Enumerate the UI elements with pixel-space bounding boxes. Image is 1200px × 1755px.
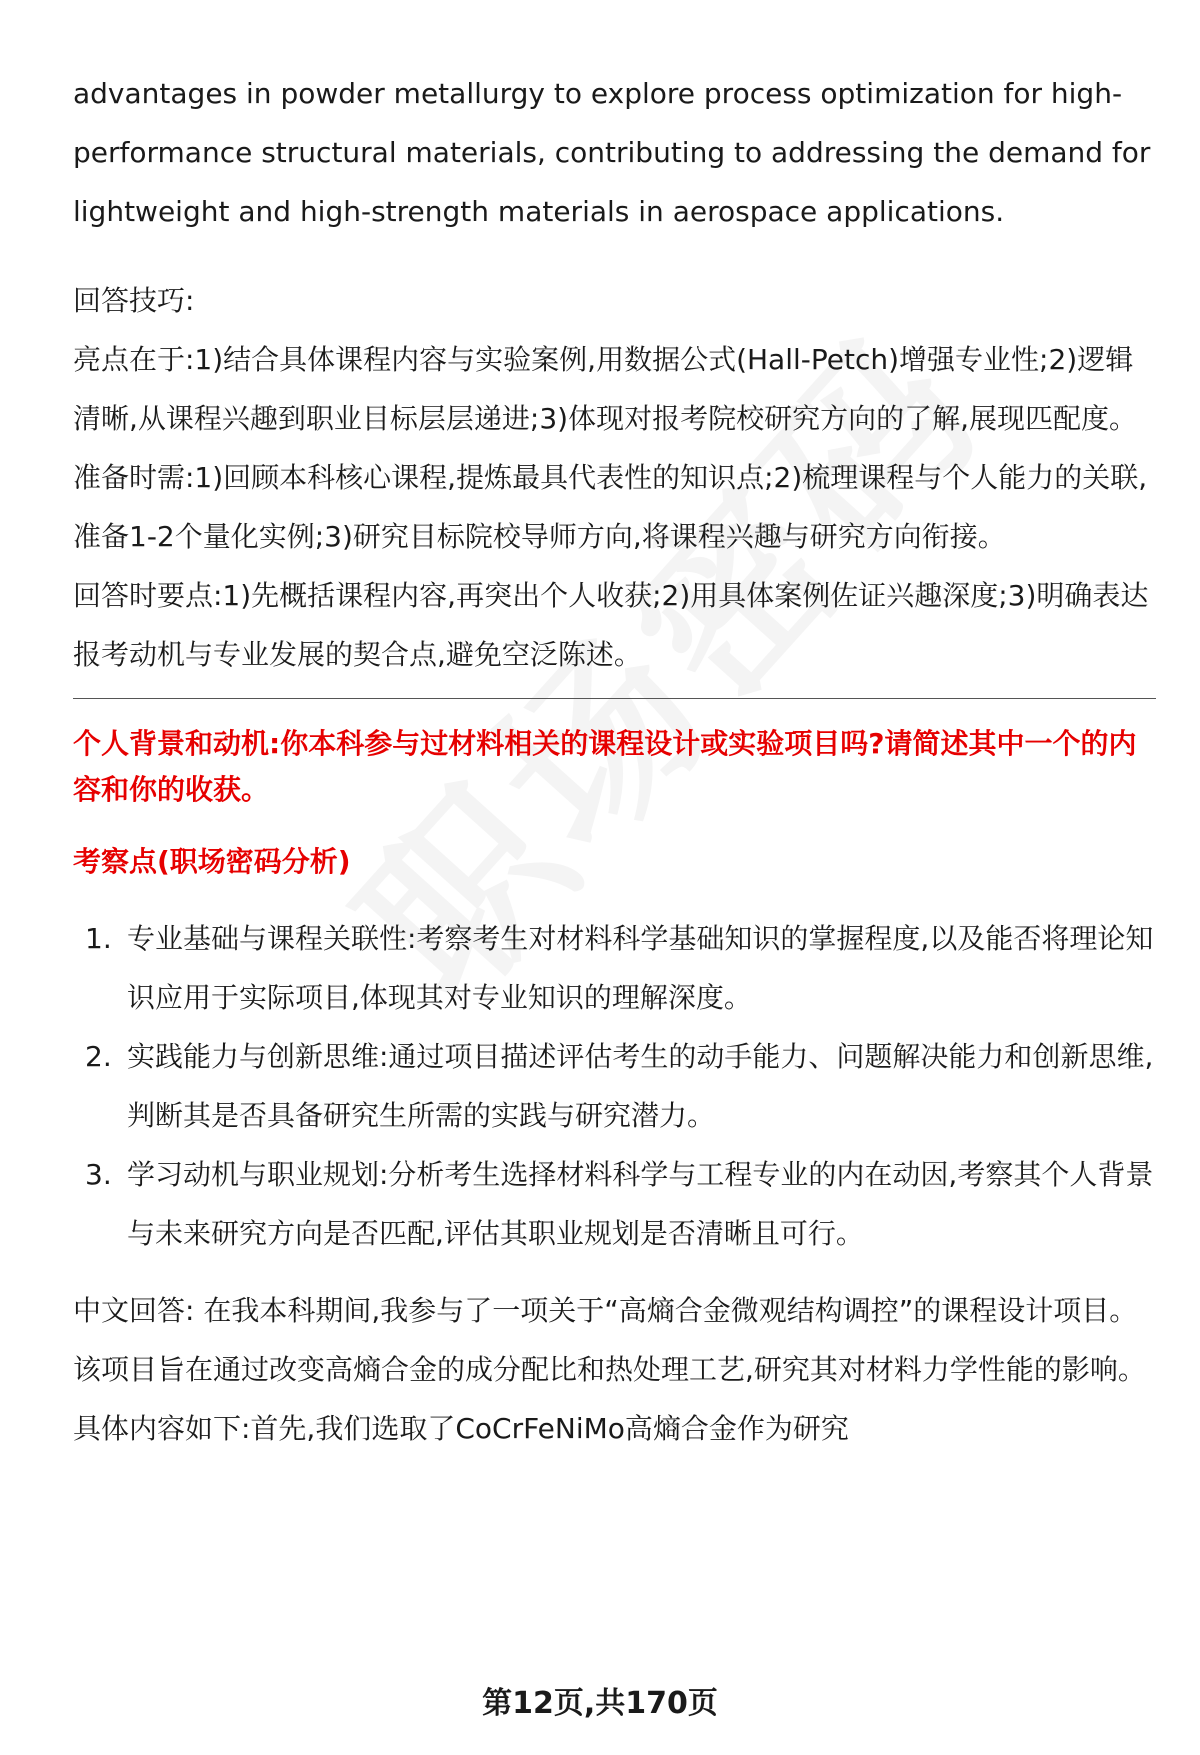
- chinese-answer-paragraph: 中文回答: 在我本科期间,我参与了一项关于“高熵合金微观结构调控”的课程设计项目。该项目旨在通过改变高熵合金的成分配比和热处理工艺,研究其对材料力学性能的影响。具体内容如下:首先,我们选取了CoCrFeNiMo高熵合金作为研究: [73, 1294, 1146, 1445]
- question-title: 个人背景和动机:你本科参与过材料相关的课程设计或实验项目吗?请简述其中一个的内容和你的收获。: [73, 727, 1137, 806]
- english-answer-paragraph: advantages in powder metallurgy to explore process optimization for high-performance structural materials, contributing to addressing the demand for lightweight and high-strength materials in aerospace applications.: [73, 77, 1151, 228]
- tips-prep: 准备时需:1)回顾本科核心课程,提炼最具代表性的知识点;2)梳理课程与个人能力的关联,准备1-2个量化实例;3)研究目标院校导师方向,将课程兴趣与研究方向衔接。: [73, 461, 1148, 553]
- exam-point-text: 学习动机与职业规划:分析考生选择材料科学与工程专业的内在动因,考察其个人背景与未来研究方向是否匹配,评估其职业规划是否清晰且可行。: [127, 1158, 1154, 1250]
- section-divider: [73, 698, 1156, 699]
- exam-point-item: [73, 909, 1158, 1027]
- tips-points: 回答时要点:1)先概括课程内容,再突出个人收获;2)用具体案例佐证兴趣深度;3)明确表达报考动机与专业发展的契合点,避免空泛陈述。: [73, 579, 1149, 671]
- page-number: 第12页,共170页: [482, 1686, 718, 1721]
- exam-point-number: 1.: [85, 922, 112, 955]
- exam-point-item: [73, 1027, 1158, 1145]
- exam-points-heading: 考察点(职场密码分析): [73, 845, 351, 878]
- exam-points-list: [73, 909, 1158, 1263]
- exam-point-item: [73, 1145, 1158, 1263]
- exam-point-number: 2.: [85, 1040, 112, 1073]
- exam-point-number: 3.: [85, 1158, 112, 1191]
- document-page: [73, 64, 1158, 1458]
- exam-point-text: 实践能力与创新思维:通过项目描述评估考生的动手能力、问题解决能力和创新思维,判断其是否具备研究生所需的实践与研究潜力。: [127, 1040, 1154, 1132]
- tips-highlight: 亮点在于:1)结合具体课程内容与实验案例,用数据公式(Hall-Petch)增强专业性;2)逻辑清晰,从课程兴趣到职业目标层层递进;3)体现对报考院校研究方向的了解,展现匹配度。: [73, 343, 1137, 435]
- exam-point-text: 专业基础与课程关联性:考察考生对材料科学基础知识的掌握程度,以及能否将理论知识应用于实际项目,体现其对专业知识的理解深度。: [127, 922, 1154, 1014]
- tips-heading: 回答技巧:: [73, 284, 195, 317]
